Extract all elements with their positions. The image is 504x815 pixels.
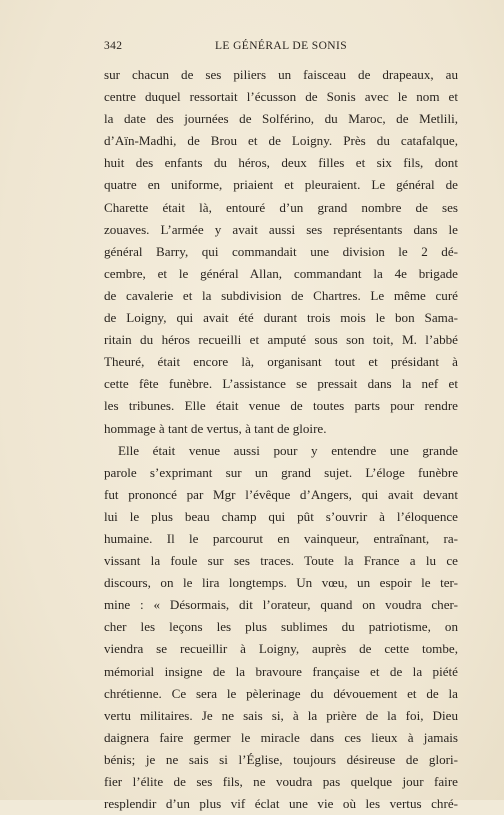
text-line: vertu militaires. Je ne sais si, à la prière de la foi, Dieu	[104, 707, 458, 723]
text-line: la date des journées de Solférino, du Maroc, de Metlili,	[104, 111, 458, 127]
text-line: ritain du héros recueilli et amputé sous son toit, M. l’abbé	[104, 332, 458, 348]
text-line: fut prononcé par Mgr l’évêque d’Angers, qui avait devant	[104, 486, 458, 502]
text-line: discours, on le lira longtemps. Un vœu, un espoir le ter-	[104, 575, 458, 591]
text-line: daignera faire germer le miracle dans ces lieux à jamais	[104, 729, 458, 745]
text-line: cembre, et le général Allan, commandant la 4e brigade	[104, 265, 458, 281]
paragraph-1	[104, 64, 458, 440]
text-line: viendra se recueillir à Loigny, auprès de cette tombe,	[104, 641, 458, 657]
text-line: bénis; je ne sais si l’Église, toujours désireuse de glori-	[104, 751, 458, 767]
text-line: chrétienne. Ce sera le pèlerinage du dévouement et de la	[104, 685, 458, 701]
text-line: huit des enfants du héros, deux filles et six fils, dont	[104, 155, 458, 171]
text-line: quatre en uniforme, priaient et pleuraient. Le général de	[104, 177, 458, 193]
running-title: LE GÉNÉRAL DE SONIS	[214, 40, 348, 52]
text-line: d’Aïn-Madhi, de Brou et de Loigny. Près du catafalque,	[104, 133, 458, 149]
text-line: cher les leçons les plus sublimes du patriotisme, on	[104, 619, 458, 635]
text-line: de cavalerie et la subdivision de Chartres. Le même curé	[104, 287, 458, 303]
text-line: lui le plus beau champ qui pût s’ouvrir à l’éloquence	[104, 508, 458, 524]
text-line: cette fête funèbre. L’assistance se pressait dans la nef et	[104, 376, 458, 392]
text-line: fier l’élite de ses fils, ne voudra pas quelque jour faire	[104, 774, 458, 789]
text-line: Theuré, était encore là, organisant tout et présidant à	[104, 354, 458, 370]
text-line: vissant la foule sur ses traces. Toute la France a lu ce	[104, 553, 458, 569]
text-line: les tribunes. Elle était venue de toutes parts pour rendre	[104, 398, 458, 414]
page-number: 342	[104, 40, 123, 52]
text-line: hommage à tant de vertus, à tant de gloire.	[104, 420, 327, 436]
text-line: mémorial insigne de la bravoure française et de la piété	[104, 663, 458, 679]
text-line: parole s’exprimant sur un grand sujet. L’éloge funèbre	[104, 464, 458, 480]
text-line: Elle était venue aussi pour y entendre une grande	[118, 442, 458, 458]
running-header	[104, 40, 458, 56]
text-line: resplendir d’un plus vif éclat une vie où les vertus chré-	[104, 796, 458, 812]
text-line: centre duquel ressortait l’écusson de Sonis avec le nom et	[104, 89, 458, 105]
text-line: sur chacun de ses piliers un faisceau de drapeaux, au	[104, 67, 458, 82]
text-line: de Loigny, qui avait été durant trois mois le bon Sama-	[104, 310, 458, 326]
text-line: général Barry, qui commandait une division le 2 dé-	[104, 243, 458, 259]
text-line: humaine. Il le parcourut en vainqueur, entraînant, ra-	[104, 530, 458, 546]
body-text	[104, 64, 458, 815]
paragraph-2	[104, 440, 458, 815]
text-line: Charette était là, entouré d’un grand nombre de ses	[104, 199, 458, 215]
text-line: mine : « Désormais, dit l’orateur, quand on voudra cher-	[104, 597, 458, 613]
text-line: zouaves. L’armée y avait aussi ses représentants dans le	[104, 221, 458, 237]
